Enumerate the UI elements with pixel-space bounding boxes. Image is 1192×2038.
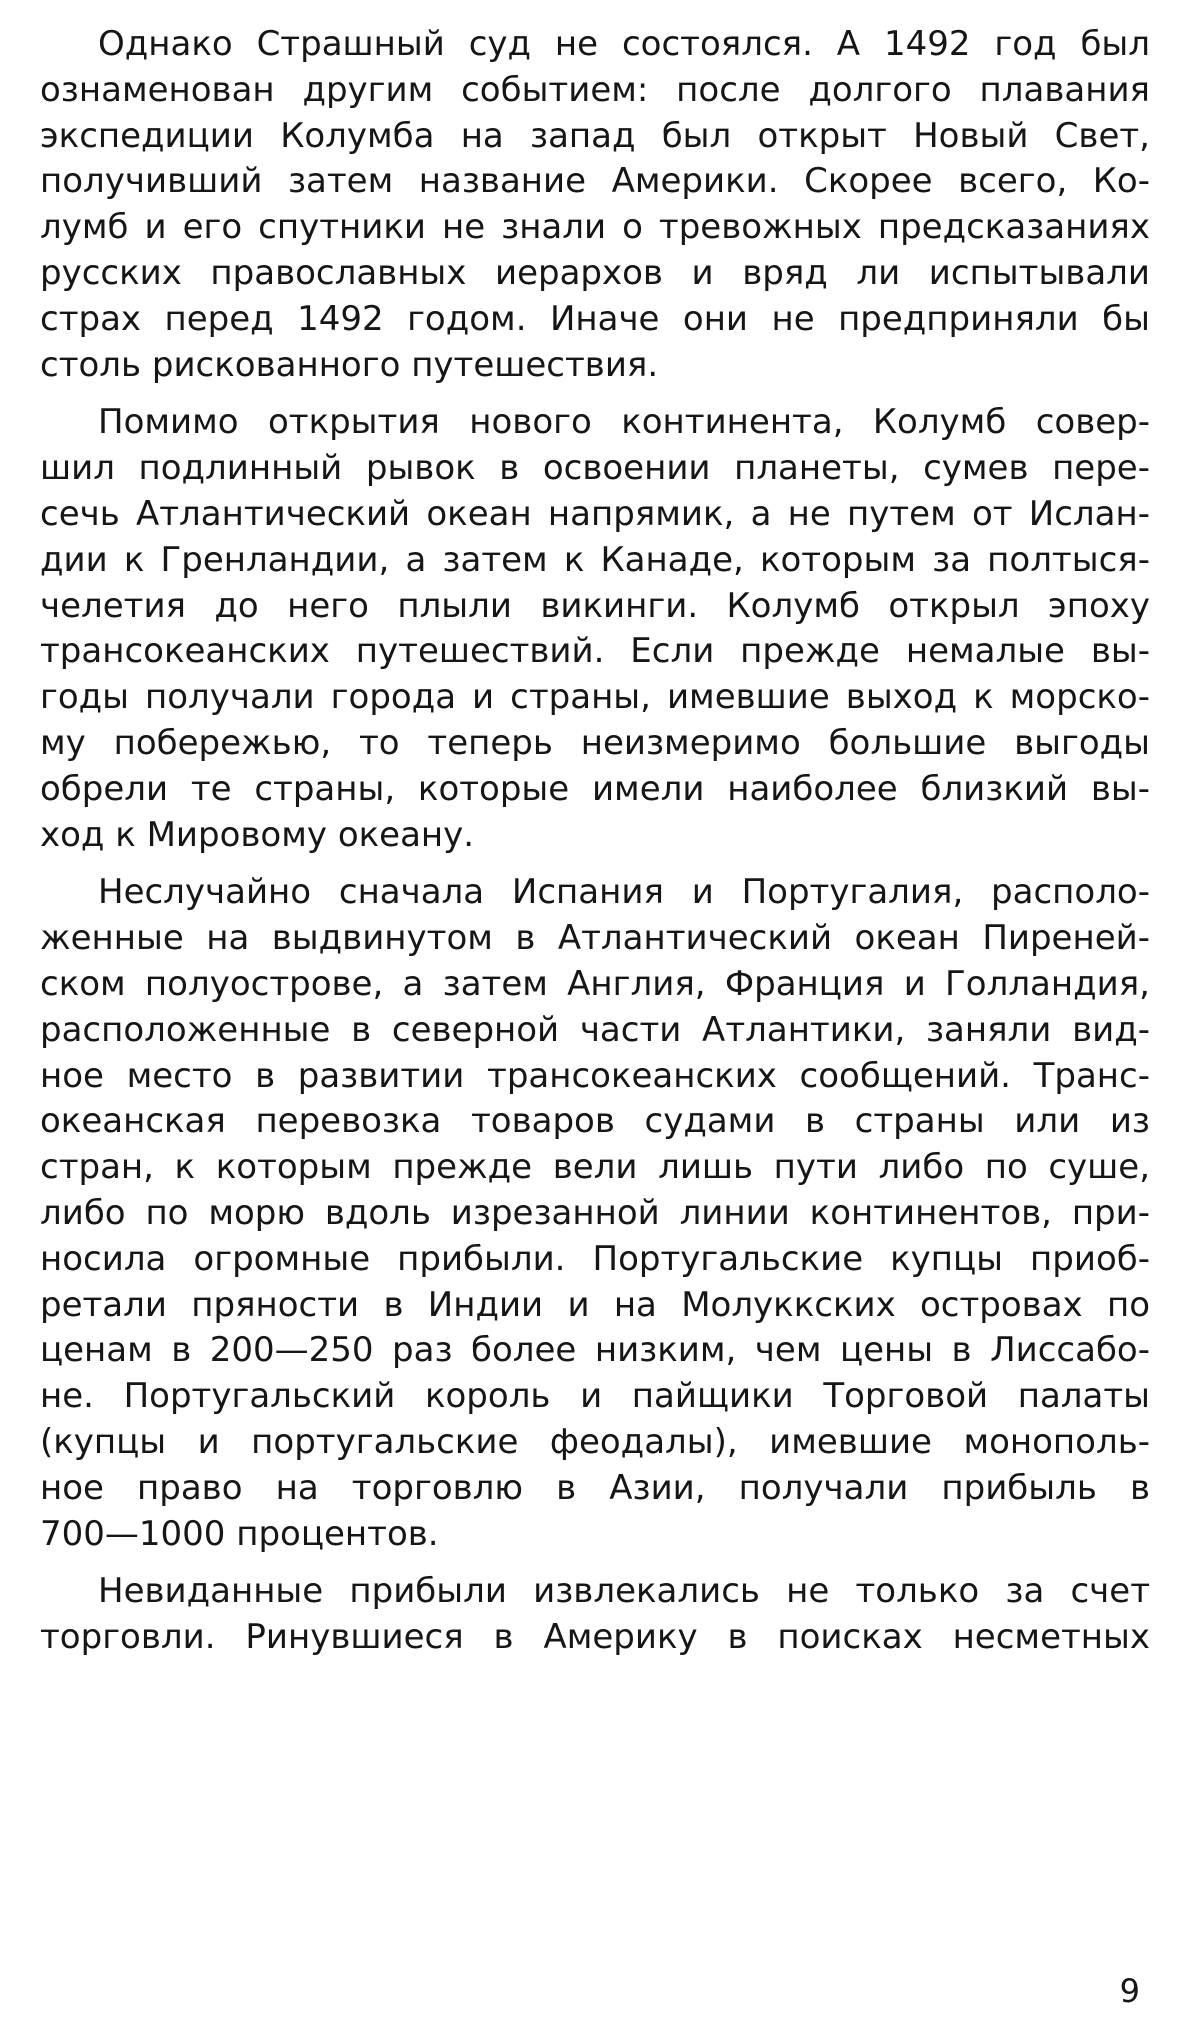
text-line: му побережью, то теперь неизмеримо большие выгоды (40, 722, 1150, 763)
text-line: ное место в развитии трансокеанских сообщений. Транс- (40, 1055, 1150, 1096)
paragraph (40, 22, 1150, 388)
text-line: сечь Атлантический океан напрямик, а не путем от Ислан- (40, 493, 1150, 534)
text-line: лумб и его спутники не знали о тревожных предсказаниях (40, 207, 1150, 248)
text-line: трансокеанских путешествий. Если прежде немалые вы- (40, 631, 1150, 672)
text-line: ском полуострове, а затем Англия, Франция и Голландия, (40, 963, 1150, 1004)
text-line: либо по морю вдоль изрезанной линии континентов, при- (40, 1192, 1150, 1233)
paragraph (40, 870, 1150, 1557)
text-line: ное право на торговлю в Азии, получали прибыль в (40, 1467, 1150, 1508)
text-line: торговли. Ринувшиеся в Америку в поисках несметных (40, 1617, 1150, 1658)
text-line: океанская перевозка товаров судами в страны или из (40, 1101, 1150, 1142)
paragraph (40, 1569, 1150, 1661)
text-line: (купцы и португальские феодалы), имевшие монополь- (40, 1421, 1150, 1462)
paragraph (40, 400, 1150, 858)
text-line: ознаменован другим событием: после долгого плавания (40, 69, 1150, 110)
text-line: расположенные в северной части Атлантики, заняли вид- (40, 1009, 1150, 1050)
text-line: носила огромные прибыли. Португальские купцы приоб- (40, 1238, 1150, 1279)
text-line: 700—1000 процентов. (40, 1513, 439, 1554)
text-line: обрели те страны, которые имели наиболее близкий вы- (40, 768, 1150, 809)
text-line: женные на выдвинутом в Атлантический океан Пиреней- (40, 918, 1150, 959)
text-line: не. Португальский король и пайщики Торговой палаты (40, 1376, 1150, 1417)
text-line: челетия до него плыли викинги. Колумб открыл эпоху (40, 585, 1150, 626)
text-line: Однако Страшный суд не состоялся. А 1492 год был (98, 24, 1150, 64)
text-line: стран, к которым прежде вели лишь пути либо по суше, (40, 1147, 1150, 1188)
text-line: ход к Мировому океану. (40, 814, 475, 855)
text-line: ценам в 200—250 раз более низким, чем цены в Лиссабо- (40, 1330, 1150, 1371)
text-line: Помимо открытия нового континента, Колумб совер- (98, 402, 1150, 443)
text-line: страх перед 1492 годом. Иначе они не предприняли бы (40, 298, 1150, 339)
body-text (40, 22, 1150, 1673)
page-number: 9 (1119, 1972, 1140, 2010)
text-line: экспедиции Колумба на запад был открыт Новый Свет, (40, 115, 1150, 156)
text-line: шил подлинный рывок в освоении планеты, сумев пере- (40, 448, 1150, 489)
text-line: Невиданные прибыли извлекались не только за счет (98, 1571, 1150, 1612)
text-line: ретали пряности в Индии и на Молуккских островах по (40, 1284, 1150, 1325)
text-line: русских православных иерархов и вряд ли испытывали (40, 252, 1150, 293)
text-line: Неслучайно сначала Испания и Португалия, располо- (98, 872, 1150, 913)
text-line: получивший затем название Америки. Скорее всего, Ко- (40, 161, 1150, 202)
text-line: столь рискованного путешествия. (40, 344, 659, 385)
text-line: годы получали города и страны, имевшие выход к морско- (40, 677, 1150, 718)
text-line: дии к Гренландии, а затем к Канаде, которым за полтыся- (40, 539, 1150, 580)
